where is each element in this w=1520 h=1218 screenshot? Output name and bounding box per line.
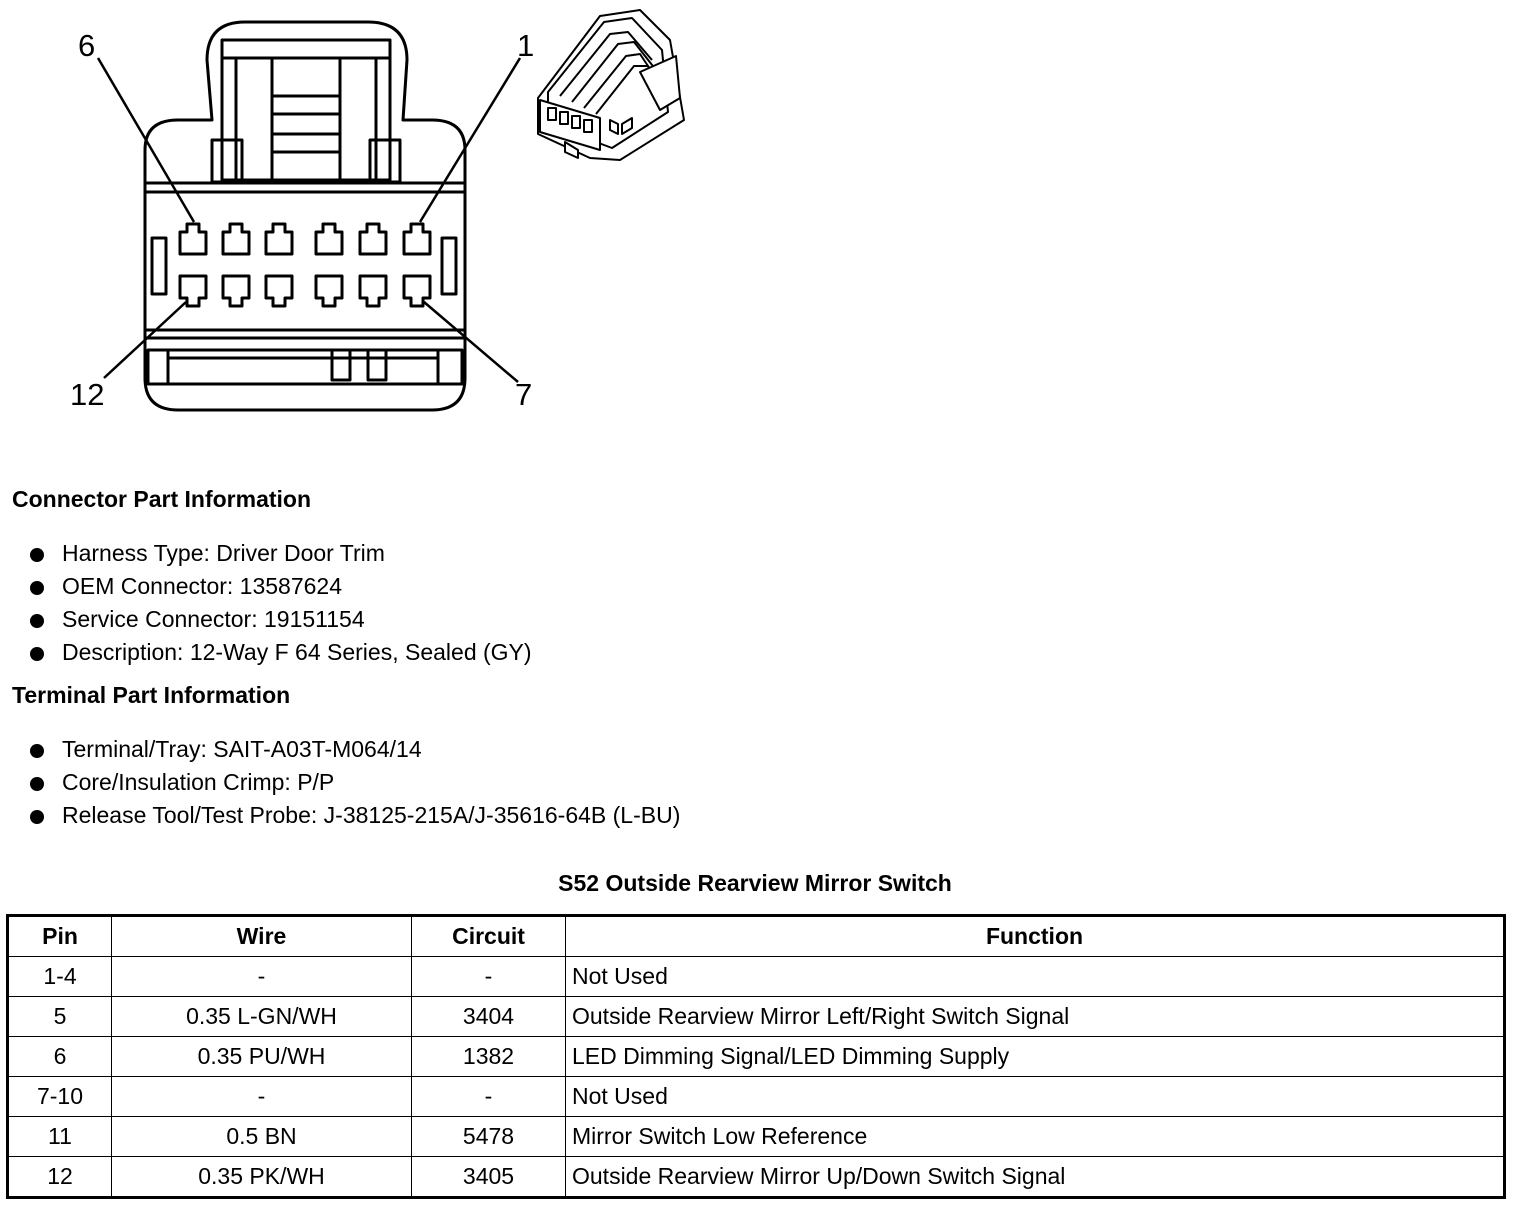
cell-wire: 0.35 L-GN/WH	[112, 997, 412, 1037]
terminal-cavity	[223, 276, 249, 306]
terminal-cavity	[180, 276, 206, 306]
table-title: S52 Outside Rearview Mirror Switch	[558, 870, 952, 896]
table-header-row	[8, 916, 1505, 957]
terminal-cavity	[180, 224, 206, 254]
connector-info-item	[30, 570, 532, 603]
bullet-icon	[30, 614, 44, 628]
terminal-cavities	[180, 224, 430, 306]
leader-pin-1	[420, 58, 520, 222]
cell-circuit: 3404	[412, 997, 566, 1037]
cell-wire: -	[112, 957, 412, 997]
table-row	[8, 997, 1505, 1037]
cell-circuit: -	[412, 1077, 566, 1117]
connector-info-list	[30, 537, 532, 669]
cell-function: Outside Rearview Mirror Up/Down Switch Signal	[566, 1157, 1505, 1198]
cell-wire: 0.5 BN	[112, 1117, 412, 1157]
terminal-cavity	[223, 224, 249, 254]
bullet-icon	[30, 744, 44, 758]
pin-label-7: 7	[515, 377, 533, 412]
cell-pin: 5	[8, 997, 112, 1037]
cell-circuit: 5478	[412, 1117, 566, 1157]
pin-label-6: 6	[78, 28, 96, 63]
terminal-info-item	[30, 766, 680, 799]
terminal-cavity	[404, 224, 430, 254]
bullet-icon	[30, 777, 44, 791]
cell-pin: 1-4	[8, 957, 112, 997]
connector-body-outline	[145, 22, 465, 410]
terminal-info-item	[30, 733, 680, 766]
cell-function: Not Used	[566, 957, 1505, 997]
cell-circuit: -	[412, 957, 566, 997]
connector-info-item-text: Service Connector: 19151154	[62, 606, 365, 632]
latch-frame	[222, 40, 390, 180]
cell-wire: 0.35 PU/WH	[112, 1037, 412, 1077]
header-wire: Wire	[112, 916, 412, 957]
cell-function: Mirror Switch Low Reference	[566, 1117, 1505, 1157]
terminal-cavity	[360, 224, 386, 254]
cell-pin: 11	[8, 1117, 112, 1157]
cell-circuit: 1382	[412, 1037, 566, 1077]
cell-pin: 12	[8, 1157, 112, 1198]
terminal-info-item-text: Release Tool/Test Probe: J-38125-215A/J-35616-64B (L-BU)	[62, 802, 681, 828]
connector-info-item-text: Description: 12-Way F 64 Series, Sealed (GY)	[62, 639, 532, 665]
connector-3d-illustration	[538, 10, 684, 160]
pinout-table	[6, 914, 1506, 1199]
cell-pin: 7-10	[8, 1077, 112, 1117]
connector-info-item	[30, 603, 532, 636]
cell-function: Outside Rearview Mirror Left/Right Switch Signal	[566, 997, 1505, 1037]
connector-info-item-text: Harness Type: Driver Door Trim	[62, 540, 385, 566]
connector-info-heading: Connector Part Information	[12, 486, 312, 512]
bullet-icon	[30, 548, 44, 562]
cell-pin: 6	[8, 1037, 112, 1077]
side-key-right	[442, 238, 456, 294]
table-row	[8, 1077, 1505, 1117]
header-circuit: Circuit	[412, 916, 566, 957]
terminal-cavity	[266, 224, 292, 254]
terminal-info-item	[30, 799, 680, 832]
cell-wire: 0.35 PK/WH	[112, 1157, 412, 1198]
cell-wire: -	[112, 1077, 412, 1117]
terminal-info-item-text: Core/Insulation Crimp: P/P	[62, 769, 335, 795]
bullet-icon	[30, 647, 44, 661]
cell-function: Not Used	[566, 1077, 1505, 1117]
connector-info-item	[30, 636, 532, 669]
terminal-cavity	[316, 224, 342, 254]
terminal-info-item-text: Terminal/Tray: SAIT-A03T-M064/14	[62, 736, 422, 762]
pin-label-12: 12	[70, 377, 105, 412]
cell-circuit: 3405	[412, 1157, 566, 1198]
terminal-cavity	[316, 276, 342, 306]
terminal-info-list	[30, 733, 680, 832]
bullet-icon	[30, 810, 44, 824]
bullet-icon	[30, 581, 44, 595]
terminal-cavity	[360, 276, 386, 306]
table-row	[8, 1117, 1505, 1157]
cell-function: LED Dimming Signal/LED Dimming Supply	[566, 1037, 1505, 1077]
header-function: Function	[566, 916, 1505, 957]
terminal-cavity	[404, 276, 430, 306]
table-row	[8, 957, 1505, 997]
header-pin: Pin	[8, 916, 112, 957]
pin-label-1: 1	[517, 28, 535, 63]
table-row	[8, 1157, 1505, 1198]
connector-info-item-text: OEM Connector: 13587624	[62, 573, 343, 599]
terminal-cavity	[266, 276, 292, 306]
table-row	[8, 1037, 1505, 1077]
side-key-left	[152, 238, 166, 294]
terminal-info-heading: Terminal Part Information	[12, 682, 291, 708]
connector-info-item	[30, 537, 532, 570]
connector-diagram	[0, 0, 720, 440]
bottom-latch	[148, 350, 462, 384]
